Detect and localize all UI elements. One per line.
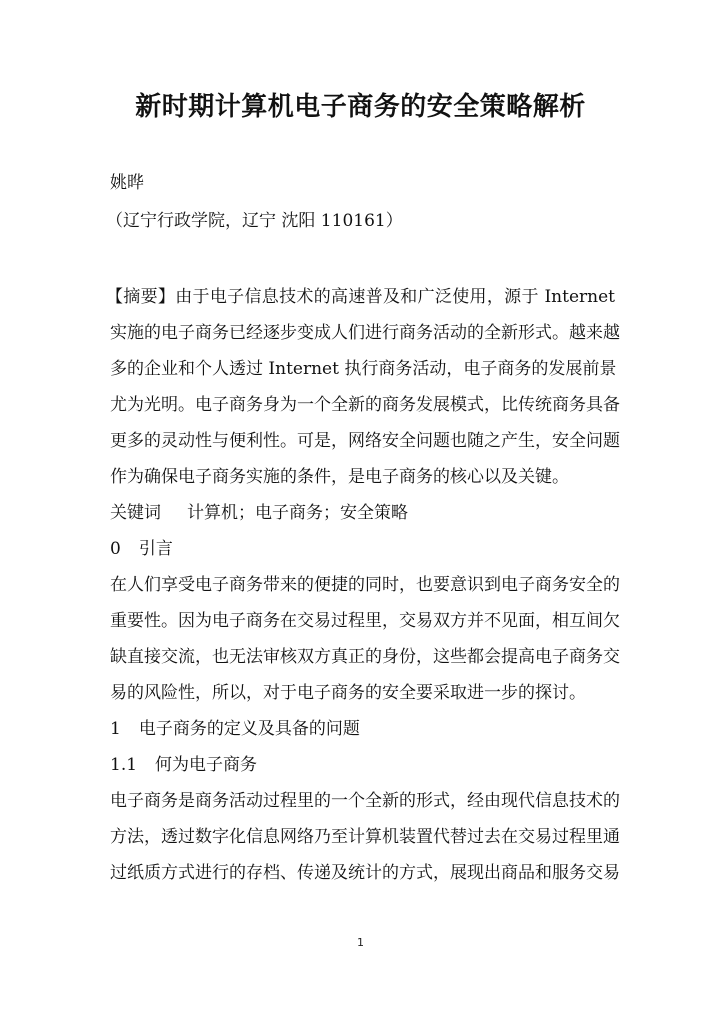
intro-line: 易的风险性，所以，对于电子商务的安全要采取进一步的探讨。	[110, 683, 586, 703]
subsection-number: 1.1	[110, 755, 138, 775]
keywords-value: 计算机；电子商务；安全策略	[187, 503, 408, 523]
intro-line: 在人们享受电子商务带来的便捷的同时，也要意识到电子商务安全的	[110, 575, 620, 595]
intro-line: 缺直接交流，也无法审核双方真正的身份，这些都会提高电子商务交	[110, 647, 620, 667]
subsection-heading	[110, 755, 615, 775]
page-number: 1	[357, 936, 364, 949]
abstract-line: 更多的灵动性与便利性。可是，网络安全问题也随之产生，安全问题	[110, 431, 620, 451]
abstract-line: 实施的电子商务已经逐步变成人们进行商务活动的全新形式。越来越	[110, 323, 620, 343]
abstract-line: 尤为光明。电子商务身为一个全新的商务发展模式，比传统商务具备	[110, 395, 620, 415]
body-line: 过纸质方式进行的存档、传递及统计的方式，展现出商品和服务交易	[110, 863, 620, 883]
abstract-line: 多的企业和个人透过 Internet 执行商务活动，电子商务的发展前景	[110, 359, 617, 379]
abstract-line: 【摘要】由于电子信息技术的高速普及和广泛使用，源于 Internet	[106, 287, 615, 307]
section-heading	[110, 719, 615, 739]
paper-title: 新时期计算机电子商务的安全策略解析	[135, 92, 586, 122]
body-line: 电子商务是商务活动过程里的一个全新的形式，经由现代信息技术的	[110, 791, 620, 811]
section-number: 1	[110, 719, 121, 739]
keywords-label: 关键词	[110, 503, 161, 523]
author-name: 姚晔	[110, 173, 144, 193]
author-affiliation: （辽宁行政学院，辽宁 沈阳 110161）	[106, 211, 403, 231]
subsection-title: 何为电子商务	[155, 755, 258, 775]
keywords-row	[110, 503, 615, 523]
section-title: 电子商务的定义及具备的问题	[138, 719, 360, 739]
section-heading	[110, 539, 615, 559]
body-line: 方法，透过数字化信息网络乃至计算机装置代替过去在交易过程里通	[110, 827, 620, 847]
section-number: 0	[110, 539, 121, 559]
abstract-line: 作为确保电子商务实施的条件，是电子商务的核心以及关键。	[110, 467, 569, 487]
intro-line: 重要性。因为电子商务在交易过程里，交易双方并不见面，相互间欠	[110, 611, 620, 631]
section-title: 引言	[138, 539, 173, 559]
